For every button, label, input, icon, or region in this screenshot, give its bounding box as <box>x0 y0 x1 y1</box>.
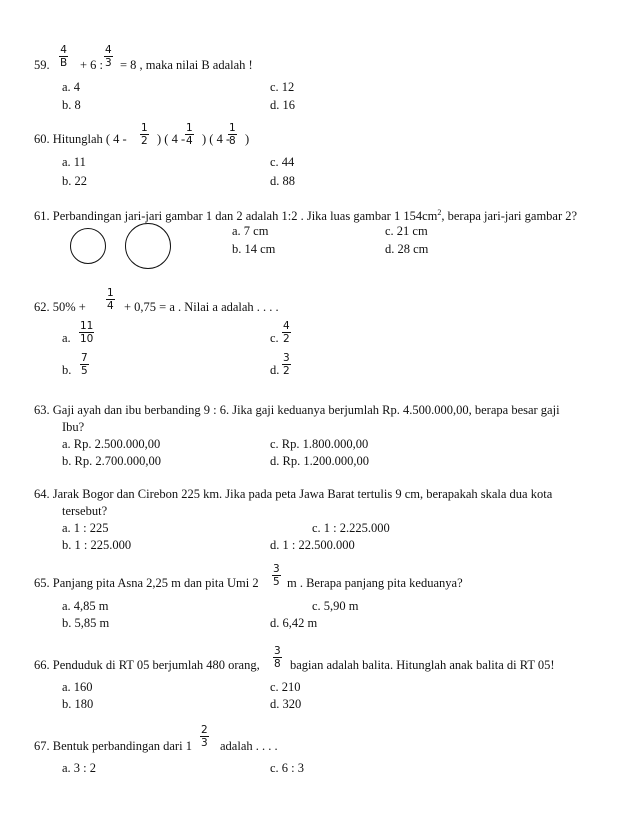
q65-option-a: a. 4,85 m <box>62 599 109 613</box>
q62-text-tail: + 0,75 = a . Nilai a adalah . . . . <box>124 300 279 314</box>
q66-option-a: a. 160 <box>62 680 93 694</box>
q61-option-c: c. 21 cm <box>385 224 428 238</box>
q64-option-b: b. 1 : 225.000 <box>62 538 132 552</box>
q64-prompt-line-2: tersebut? <box>62 504 108 518</box>
q61-prompt: 61. Perbandingan jari-jari gambar 1 dan 2 adalah 1:2 . Jika luas gambar 1 $154cm^2$, berapa jari-jari gambar 2? <box>34 207 578 223</box>
q67-prompt: 67. Bentuk perbandingan dari 1 <box>34 739 192 753</box>
q62-option-b-label: b. <box>62 363 72 377</box>
q60-fraction-1-over-2: $\frac{1}{2}$ <box>141 122 148 147</box>
q61-option-a: a. 7 cm <box>232 224 269 238</box>
q62-option-a-label: a. <box>62 331 71 345</box>
q62-fraction-1-over-4: $\frac{1}{4}$ <box>107 287 114 312</box>
q60-option-a: a. 11 <box>62 155 86 169</box>
q60-text-1: ) ( 4 - <box>157 132 186 146</box>
q61-option-d: d. 28 cm <box>385 242 429 256</box>
q59-fraction-4-over-b: $\frac{4}{B}$ <box>60 44 68 69</box>
q65-text-tail: m . Berapa panjang pita keduanya? <box>287 576 463 590</box>
q59-text-tail: = 8 , maka nilai B adalah ! <box>120 58 253 72</box>
q66-fraction-3-over-8: $\frac{3}{8}$ <box>274 645 281 670</box>
q59-option-d: d. 16 <box>270 98 295 112</box>
q64-option-a: a. 1 : 225 <box>62 521 109 535</box>
q63-option-b: b. Rp. 2.700.000,00 <box>62 454 161 468</box>
q60-text-3: ) <box>245 132 250 146</box>
q60-option-b: b. 22 <box>62 174 87 188</box>
q65-fraction-3-over-5: $\frac{3}{5}$ <box>273 563 280 588</box>
q60-text-2: ) ( 4 - <box>202 132 231 146</box>
q63-option-d: d. Rp. 1.200.000,00 <box>270 454 369 468</box>
q67-fraction-2-over-3: $\frac{2}{3}$ <box>201 724 208 749</box>
q66-option-b: b. 180 <box>62 697 94 711</box>
q65-prompt: 65. Panjang pita Asna 2,25 m dan pita Umi 2 <box>34 576 259 590</box>
q63-option-a: a. Rp. 2.500.000,00 <box>62 437 161 451</box>
q59-fraction-4-over-3: $\frac{4}{3}$ <box>105 44 112 69</box>
q60-fraction-1-over-8: $\frac{1}{8}$ <box>229 122 236 147</box>
q66-option-d: d. 320 <box>270 697 302 711</box>
q59-option-c: c. 12 <box>270 80 295 94</box>
q60-prompt: 60. Hitunglah ( 4 - <box>34 132 127 146</box>
q67-text-tail: adalah . . . . <box>220 739 278 753</box>
q64-option-d: d. 1 : 22.500.000 <box>270 538 355 552</box>
q67-option-a: a. 3 : 2 <box>62 761 97 775</box>
q62-prompt: 62. 50% + <box>34 300 86 314</box>
q62-option-d-label: d. <box>270 363 280 377</box>
q62-option-a-fraction: $\frac{11}{10}$ <box>80 320 94 345</box>
q60-fraction-1-over-4: $\frac{1}{4}$ <box>186 122 193 147</box>
q59-text-mid: + 6 : <box>80 58 104 72</box>
q62-option-d-fraction: $\frac{3}{2}$ <box>283 352 290 377</box>
q61-option-b: b. 14 cm <box>232 242 276 256</box>
q66-prompt: 66. Penduduk di RT 05 berjumlah 480 orang, <box>34 658 260 672</box>
q65-option-d: d. 6,42 m <box>270 616 318 630</box>
q62-option-c-fraction: $\frac{4}{2}$ <box>283 320 290 345</box>
q62-option-c-label: c. <box>270 331 279 345</box>
q65-option-c: c. 5,90 m <box>312 599 359 613</box>
q65-option-b: b. 5,85 m <box>62 616 110 630</box>
q60-option-c: c. 44 <box>270 155 295 169</box>
circle-figure-1 <box>70 228 106 264</box>
q63-option-c: c. Rp. 1.800.000,00 <box>270 437 369 451</box>
circle-figure-2 <box>125 223 171 269</box>
q63-prompt-line-1: 63. Gaji ayah dan ibu berbanding 9 : 6. Jika gaji keduanya berjumlah Rp. 4.500.000,00, berapa besar gaji <box>34 403 560 417</box>
q59-option-a: a. 4 <box>62 80 81 94</box>
q64-prompt-line-1: 64. Jarak Bogor dan Cirebon 225 km. Jika pada peta Jawa Barat tertulis 9 cm, berapakah skala dua kota <box>34 487 553 501</box>
q60-option-d: d. 88 <box>270 174 295 188</box>
q64-option-c: c. 1 : 2.225.000 <box>312 521 390 535</box>
q59-option-b: b. 8 <box>62 98 81 112</box>
q59-number: 59. <box>34 58 50 72</box>
q66-option-c: c. 210 <box>270 680 301 694</box>
q63-prompt-line-2: Ibu? <box>62 420 85 434</box>
q62-option-b-fraction: $\frac{7}{5}$ <box>81 352 88 377</box>
q67-option-c: c. 6 : 3 <box>270 761 305 775</box>
q66-text-tail: bagian adalah balita. Hitunglah anak balita di RT 05! <box>290 658 555 672</box>
